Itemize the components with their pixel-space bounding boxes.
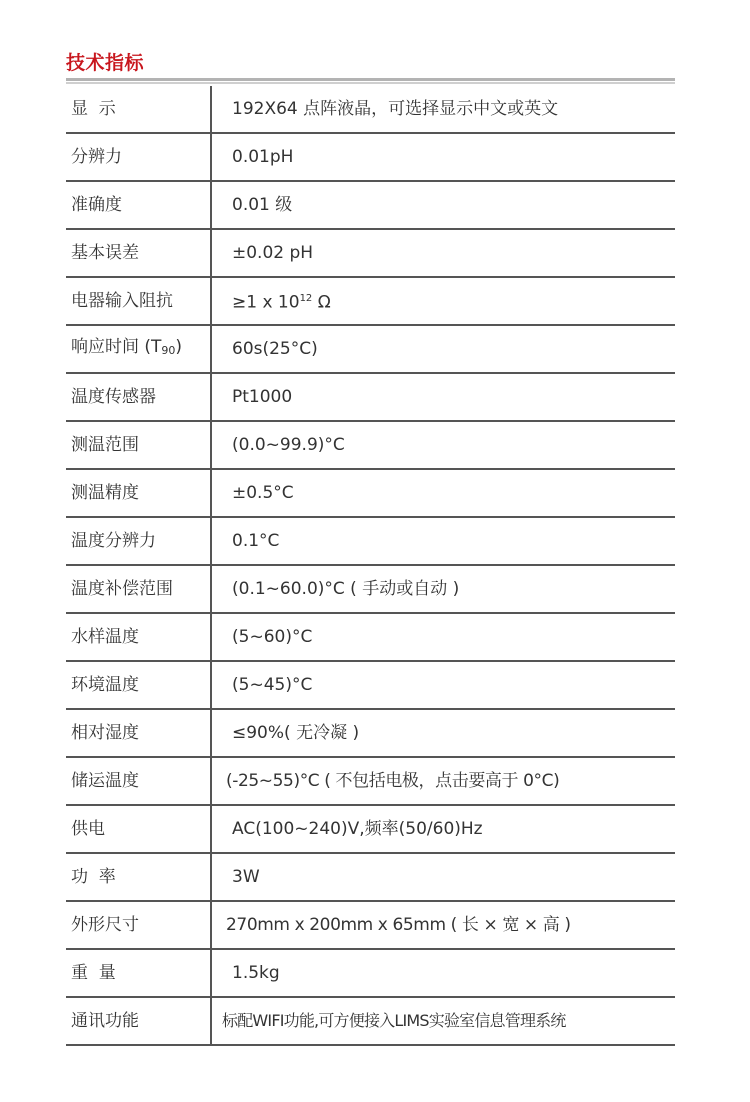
impedance-prefix: ≥1 x 10 xyxy=(232,292,300,313)
spec-value-temp-range: (0.0~99.9)°C xyxy=(211,421,675,469)
table-row xyxy=(66,181,675,229)
spec-label-resolution: 分辨力 xyxy=(66,133,211,181)
table-row xyxy=(66,901,675,949)
spec-value-basic-error: ±0.02 pH xyxy=(211,229,675,277)
spec-value-dimensions: 270mm x 200mm x 65mm ( 长 × 宽 × 高 ) xyxy=(211,901,675,949)
spec-label-input-impedance: 电器输入阻抗 xyxy=(66,277,211,325)
spec-value-input-impedance xyxy=(211,277,675,325)
spec-label-temp-accuracy: 测温精度 xyxy=(66,469,211,517)
spec-value-temp-accuracy: ±0.5°C xyxy=(211,469,675,517)
spec-value-humidity: ≤90%( 无冷凝 ) xyxy=(211,709,675,757)
table-row xyxy=(66,613,675,661)
table-row xyxy=(66,421,675,469)
table-row xyxy=(66,86,675,133)
table-row xyxy=(66,853,675,901)
spec-label-display: 显 示 xyxy=(66,86,211,133)
spec-label-dimensions: 外形尺寸 xyxy=(66,901,211,949)
spec-value-temp-sensor: Pt1000 xyxy=(211,373,675,421)
spec-value-communication: 标配WIFI功能,可方便接入LIMS实验室信息管理系统 xyxy=(211,997,675,1045)
spec-value-resolution: 0.01pH xyxy=(211,133,675,181)
table-row xyxy=(66,949,675,997)
spec-value-ambient-temp: (5~45)°C xyxy=(211,661,675,709)
table-row xyxy=(66,133,675,181)
spec-label-humidity: 相对湿度 xyxy=(66,709,211,757)
table-row xyxy=(66,517,675,565)
table-row xyxy=(66,709,675,757)
table-row xyxy=(66,277,675,325)
table-row xyxy=(66,373,675,421)
spec-value-temp-compensation: (0.1~60.0)°C ( 手动或自动 ) xyxy=(211,565,675,613)
spec-value-accuracy: 0.01 级 xyxy=(211,181,675,229)
title-divider xyxy=(66,78,675,84)
spec-table xyxy=(66,86,675,1046)
spec-label-response-time xyxy=(66,325,211,373)
response-time-prefix: 响应时间 (T xyxy=(71,337,162,357)
spec-label-power-supply: 供电 xyxy=(66,805,211,853)
impedance-exponent: 12 xyxy=(299,293,313,305)
spec-label-weight: 重 量 xyxy=(66,949,211,997)
spec-value-temp-resolution: 0.1°C xyxy=(211,517,675,565)
spec-label-accuracy: 准确度 xyxy=(66,181,211,229)
spec-label-temp-compensation: 温度补偿范围 xyxy=(66,565,211,613)
table-row xyxy=(66,661,675,709)
response-time-suffix: ) xyxy=(175,337,183,357)
table-row xyxy=(66,469,675,517)
table-row xyxy=(66,325,675,373)
table-row xyxy=(66,229,675,277)
impedance-unit: Ω xyxy=(312,292,331,313)
spec-value-response-time: 60s(25°C) xyxy=(211,325,675,373)
spec-value-storage-temp: (-25~55)°C ( 不包括电极，点击要高于 0°C) xyxy=(211,757,675,805)
spec-label-sample-temp: 水样温度 xyxy=(66,613,211,661)
spec-label-ambient-temp: 环境温度 xyxy=(66,661,211,709)
table-row xyxy=(66,997,675,1045)
spec-label-temp-range: 测温范围 xyxy=(66,421,211,469)
spec-label-temp-sensor: 温度传感器 xyxy=(66,373,211,421)
spec-label-communication: 通讯功能 xyxy=(66,997,211,1045)
spec-value-power-supply: AC(100~240)V,频率(50/60)Hz xyxy=(211,805,675,853)
table-row xyxy=(66,805,675,853)
spec-label-storage-temp: 储运温度 xyxy=(66,757,211,805)
spec-label-power: 功 率 xyxy=(66,853,211,901)
section-title: 技术指标 xyxy=(66,52,145,74)
spec-value-weight: 1.5kg xyxy=(211,949,675,997)
spec-value-display: 192X64 点阵液晶，可选择显示中文或英文 xyxy=(211,86,675,133)
spec-value-sample-temp: (5~60)°C xyxy=(211,613,675,661)
table-row xyxy=(66,565,675,613)
spec-value-power: 3W xyxy=(211,853,675,901)
table-row xyxy=(66,757,675,805)
response-time-subscript: 90 xyxy=(161,344,176,357)
spec-label-temp-resolution: 温度分辨力 xyxy=(66,517,211,565)
spec-label-basic-error: 基本误差 xyxy=(66,229,211,277)
